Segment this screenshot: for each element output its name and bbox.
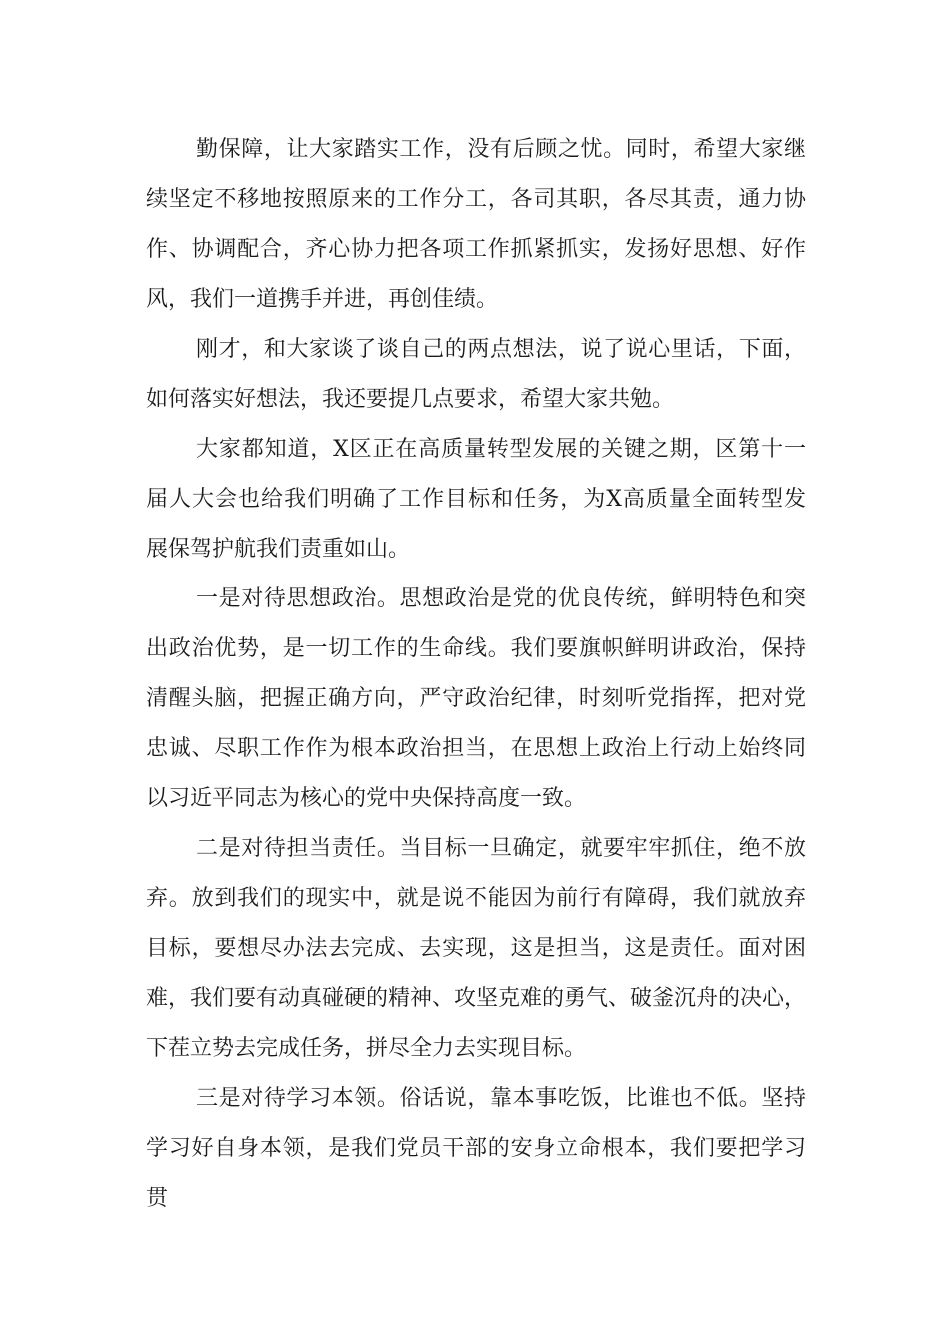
- text-line: 一是对待思想政治。思想政治是党的优良传统，鲜明特色和突: [196, 586, 806, 611]
- text-line: 如何落实好想法，我还要提几点要求，希望大家共勉。: [146, 387, 675, 412]
- text-line: 学习好自身本领，是我们党员干部的安身立命根本，我们要把学习: [146, 1136, 806, 1161]
- text-line: 续坚定不移地按照原来的工作分工，各司其职，各尽其责，通力协: [146, 187, 806, 212]
- text-line: 风，我们一道携手并进，再创佳绩。: [146, 287, 499, 312]
- text-line: 作、协调配合，齐心协力把各项工作抓紧抓实，发扬好思想、好作: [146, 237, 806, 262]
- text-line: 二是对待担当责任。当目标一旦确定，就要牢牢抓住，绝不放: [196, 836, 806, 861]
- text-line: 出政治优势，是一切工作的生命线。我们要旗帜鲜明讲政治，保持: [146, 636, 806, 661]
- text-line: 以习近平同志为核心的党中央保持高度一致。: [146, 786, 587, 811]
- text-line: 清醒头脑，把握正确方向，严守政治纪律，时刻听党指挥，把对党: [146, 686, 806, 711]
- text-line: 忠诚、尽职工作作为根本政治担当，在思想上政治上行动上始终同: [146, 736, 806, 761]
- text-line: 目标，要想尽办法去完成、去实现，这是担当，这是责任。面对困: [146, 936, 806, 961]
- text-line: 难，我们要有动真碰硬的精神、攻坚克难的勇气、破釜沉舟的决心，: [146, 986, 806, 1011]
- text-line: 刚才，和大家谈了谈自己的两点想法，说了说心里话，下面，: [196, 337, 806, 362]
- text-line: 大家都知道，X区正在高质量转型发展的关键之期，区第十一: [196, 437, 806, 462]
- text-line: 展保驾护航我们责重如山。: [146, 537, 411, 562]
- text-line: 勤保障，让大家踏实工作，没有后顾之忧。同时，希望大家继: [196, 137, 806, 162]
- text-line: 弃。放到我们的现实中，就是说不能因为前行有障碍，我们就放弃: [146, 886, 806, 911]
- text-line: 下茬立势去完成任务，拼尽全力去实现目标。: [146, 1036, 587, 1061]
- text-line: 三是对待学习本领。俗话说，靠本事吃饭，比谁也不低。坚持: [196, 1086, 806, 1111]
- text-line: 贯: [146, 1186, 169, 1211]
- text-line: 届人大会也给我们明确了工作目标和任务，为X高质量全面转型发: [146, 487, 806, 512]
